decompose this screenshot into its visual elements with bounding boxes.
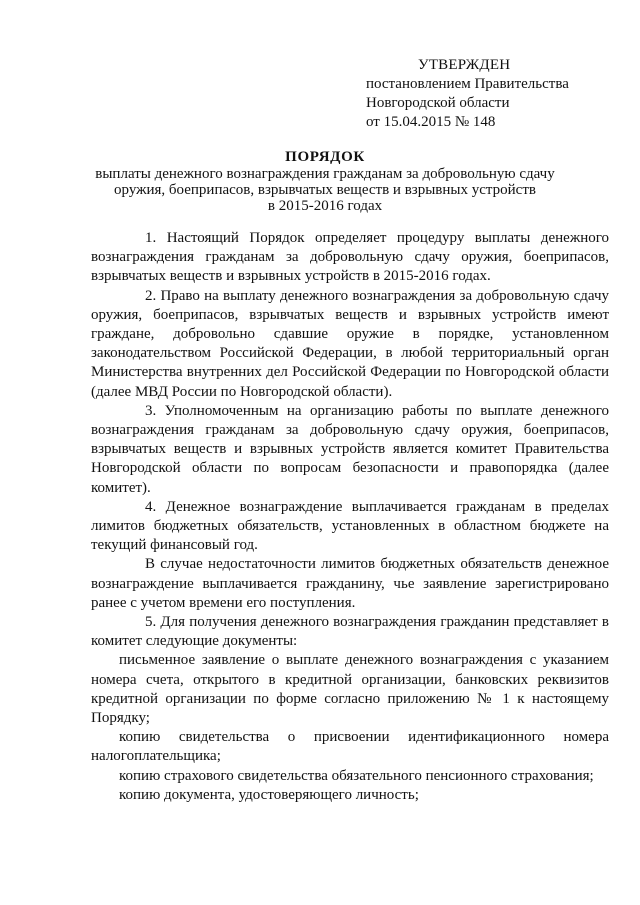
paragraph-4: 4. Денежное вознаграждение выплачивается гражданам в пределах лимитов бюджетных обязательств, установленных в областном бюджете на текущий финансовый год. [91,498,609,554]
paragraph-4-continued: В случае недостаточности лимитов бюджетных обязательств денежное вознаграждение выплачивается гражданину, чье заявление зарегистрировано ранее с учетом времени его поступления. [91,556,609,611]
list-item-inn-certificate: копию свидетельства о присвоении идентификационного номера налогоплательщика; [91,729,609,765]
document-title: ПОРЯДОК [285,149,365,165]
approval-line-2: Новгородской области [366,95,510,111]
document-body [91,229,609,805]
paragraph-3: 3. Уполномоченным на организацию работы по выплате денежного вознаграждения гражданам за добровольную сдачу оружия, боеприпасов, взрывчатых веществ и взрывных устройств является комитет Правительства Новгородской области по вопросам безопасности и правопорядка (далее комитет). [91,402,609,496]
approval-title: УТВЕРЖДЕН [418,57,511,73]
list-item-application: письменное заявление о выплате денежного вознаграждения с указанием номера счета, открытого в кредитной организации, банковских реквизитов кредитной организации по форме согласно приложению № 1 к настоящему Порядку; [91,652,609,727]
document-heading [60,148,590,214]
paragraph-1: 1. Настоящий Порядок определяет процедуру выплаты денежного вознаграждения гражданам за добровольную сдачу оружия, боеприпасов, взрывчатых веществ и взрывных устройств в 2015-2016 годах. [91,230,609,285]
paragraph-2: 2. Право на выплату денежного вознаграждения за добровольную сдачу оружия, боеприпасов, взрывчатых веществ и взрывных устройств имеют граждане, добровольно сдавшие оружие в порядке, установленном законодательством Российской Федерации, в любой территориальный орган Министерства внутренних дел Российской Федерации по Новгородской области (далее МВД России по Новгородской области). [91,287,609,400]
document-subtitle-line-2: оружия, боеприпасов, взрывчатых веществ и взрывных устройств [114,182,536,198]
document-subtitle-line-1: выплаты денежного вознаграждения гражданам за добровольную сдачу [95,166,555,182]
paragraph-5: 5. Для получения денежного вознаграждения гражданин представляет в комитет следующие документы: [91,614,609,650]
list-item-pension-certificate: копию страхового свидетельства обязательного пенсионного страхования; [119,767,594,784]
approval-line-3: от 15.04.2015 № 148 [366,114,496,130]
approval-stamp [366,56,569,132]
approval-line-1: постановлением Правительства [366,76,569,92]
list-item-identity-document: копию документа, удостоверяющего личность; [119,786,419,803]
document-subtitle-line-3: в 2015-2016 годах [267,198,383,214]
